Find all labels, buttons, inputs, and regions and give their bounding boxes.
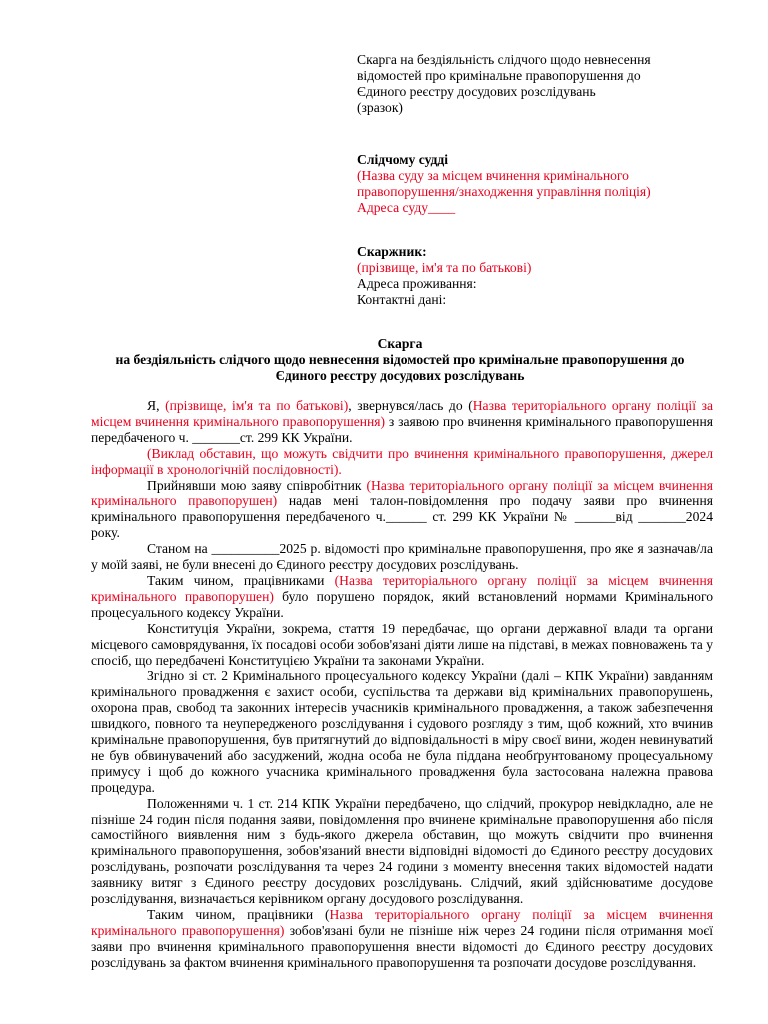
paragraph-4: Станом на __________2025 р. відомості про кримінальне правопорушення, про яке я зазначав/ла у моїй заяві, не були внесені до Єдиного реєстру досудових розслідувань. xyxy=(91,541,713,573)
paragraph-8: Положеннями ч. 1 ст. 214 КПК України передбачено, що слідчий, прокурор невідкладно, але не пізніше 24 годин після подання заяви, повідомлення про вчинене кримінальне правопорушення або після самостійного виявлення ним з будь-якого джерела обставин, що можуть свідчити про вчинення кримінального правопорушення, зобов'язаний внести відповідні відомості до Єдиного реєстру досудових розслідувань, розпочати розслідування та через 24 години з моменту внесення таких відомостей надати заявнику витяг з Єдиного реєстру досудових розслідувань. Слідчий, який здійснюватиме досудове розслідування, визначається керівником органу досудового розслідування. xyxy=(91,795,713,907)
court-name-line: (Назва суду за місцем вчинення кримінального xyxy=(357,167,629,183)
header-line: Єдиного реєстру досудових розслідувань xyxy=(357,83,596,99)
title-line: Скарга xyxy=(377,336,423,351)
complainant-block xyxy=(357,244,737,308)
court-name-line: правопорушення/знаходження управління поліція) xyxy=(357,183,651,199)
complainant-name: (прізвище, ім'я та по батькові) xyxy=(357,259,532,275)
paragraph-2: (Виклад обставин, що можуть свідчити про вчинення кримінального правопорушення, джерел інформації в хронологічній послідовності). xyxy=(91,445,713,477)
addressee-label: Слідчому судді xyxy=(357,152,449,167)
document-body xyxy=(91,398,713,971)
title-line: Єдиного реєстру досудових розслідувань xyxy=(275,367,525,383)
complainant-contacts: Контактні дані: xyxy=(357,291,447,307)
complainant-label: Скаржник: xyxy=(357,244,427,259)
document-title xyxy=(80,336,720,384)
paragraph-5: Таким чином, працівниками (Назва територіального органу поліції за місцем вчинення кримінального правопорушен) було порушено порядок, який встановлений нормами Кримінального процесуального кодексу України. xyxy=(91,572,713,620)
paragraph-6: Конституція України, зокрема, стаття 19 передбачає, що органи державної влади та органи місцевого самоврядування, їх посадові особи зобов'язані діяти лише на підставі, в межах повноважень та у спосіб, що передбачені Конституцією України та законами України. xyxy=(91,620,713,668)
court-address: Адреса суду____ xyxy=(357,199,456,215)
paragraph-1: Я, (прізвище, ім'я та по батькові), звернувся/лась до (Назва територіального органу поліції за місцем вчинення кримінального правопорушення) з заявою про вчинення кримінального правопорушення передбаченого ч. _______ст. 299 КК України. xyxy=(91,398,713,445)
addressee-block xyxy=(357,152,737,216)
paragraph-3: Прийнявши мою заяву співробітник (Назва територіального органу поліції за місцем вчинення кримінального правопорушен) надав мені талон-повідомлення про подачу заяви про вчинення кримінального правопорушення передбаченого ч.______ ст. 299 КК України № ______від _______2024 року. xyxy=(91,477,713,541)
header-line: відомостей про кримінальне правопорушення до xyxy=(357,67,641,83)
title-line: на бездіяльність слідчого щодо невнесення відомостей про кримінальне правопорушення до xyxy=(115,351,685,367)
document-header xyxy=(357,52,737,116)
paragraph-7: Згідно зі ст. 2 Кримінального процесуального кодексу України (далі – КПК України) завданням кримінального провадження є захист особи, суспільства та держави від кримінальних правопорушень, охорона прав, свобод та законних інтересів учасників кримінального провадження, а також забезпечення швидкого, повного та неупередженого розслідування і судового розгляду з тим, щоб кожний, хто вчинив кримінальне правопорушення, був притягнутий до відповідальності в міру своєї вини, жоден невинуватий не був обвинувачений або засуджений, жодна особа не була піддана необґрунтованому процесуальному примусу і щоб до кожного учасника кримінального провадження була застосована належна правова процедура. xyxy=(91,668,713,795)
header-line: (зразок) xyxy=(357,99,403,115)
header-line: Скарга на бездіяльність слідчого щодо невнесення xyxy=(357,52,651,67)
paragraph-9: Таким чином, працівники (Назва територіального органу поліції за місцем вчинення кримінального правопорушення) зобов'язані були не пізніше ніж через 24 години після отримання моєї заяви про вчинення кримінального правопорушення внести відомості до Єдиного реєстру досудових розслідувань за фактом вчинення кримінального правопорушення та розпочати досудове розслідування. xyxy=(91,907,713,970)
complainant-residence: Адреса проживання: xyxy=(357,275,477,291)
